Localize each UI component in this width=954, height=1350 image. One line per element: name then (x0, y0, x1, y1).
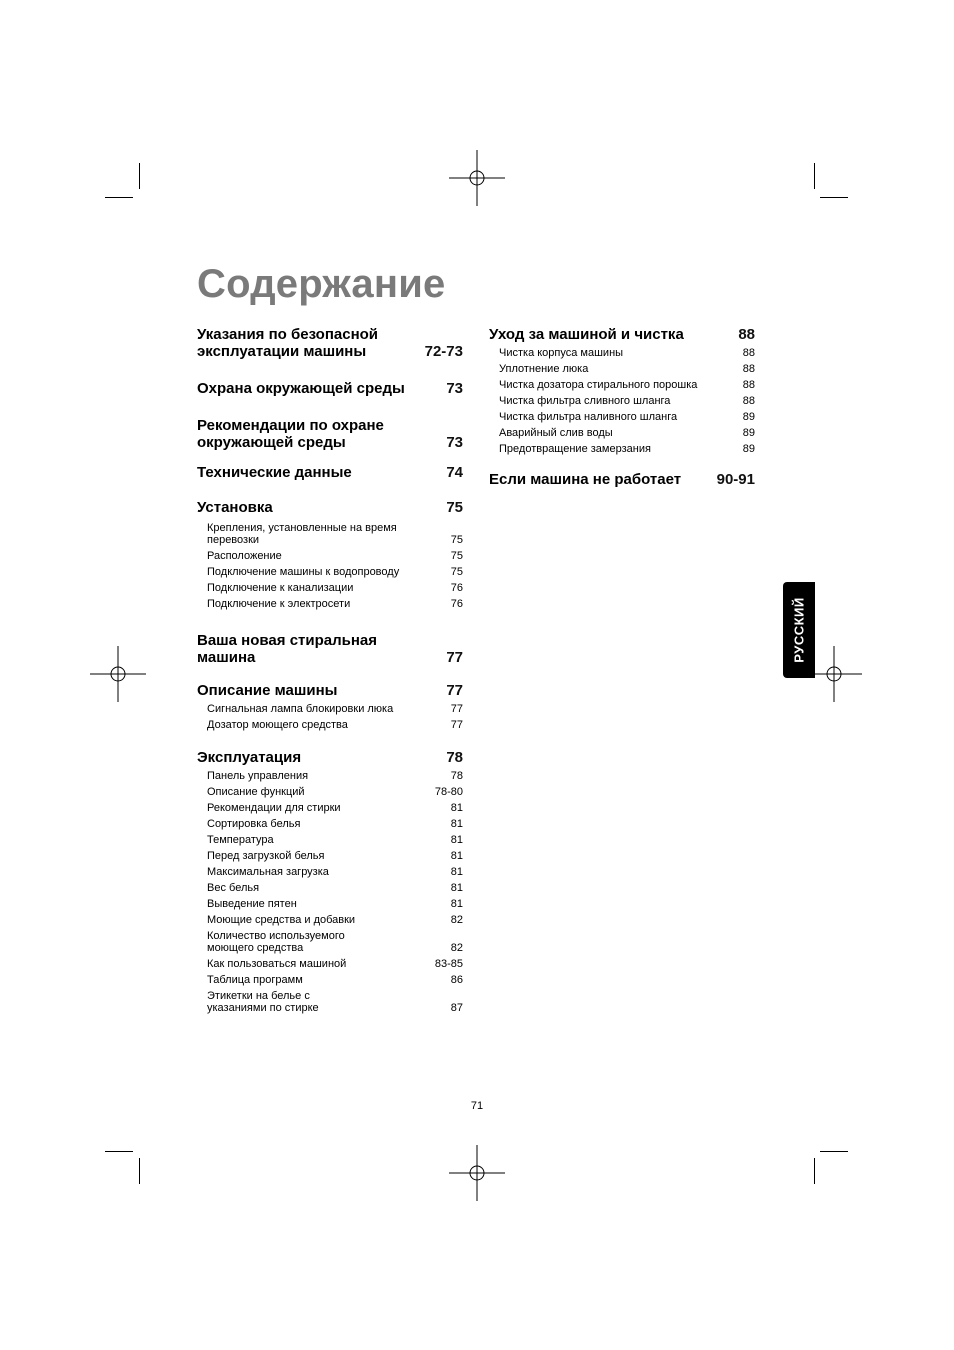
toc-section-heading[interactable] (197, 326, 463, 360)
toc-item-text: Рекомендации для стирки (207, 802, 341, 814)
toc-section (197, 326, 463, 360)
toc-section-title: Эксплуатация (197, 749, 302, 766)
toc-item-text: Предотвращение замерзания (499, 443, 651, 455)
toc-section (197, 499, 463, 610)
toc-item[interactable] (197, 914, 463, 926)
toc-item[interactable] (197, 850, 463, 862)
toc-section-heading[interactable] (197, 749, 463, 766)
toc-section (197, 682, 463, 731)
toc-item-text: Перед загрузкой белья (207, 850, 325, 862)
toc-item-text: Уплотнение люка (499, 363, 589, 375)
toc-item[interactable] (197, 582, 463, 594)
crop-mark (105, 197, 133, 198)
toc-item-page: 82 (450, 942, 463, 954)
toc-item-text: Таблица программ (207, 974, 303, 986)
toc-item-page: 89 (742, 411, 755, 423)
toc-item-page: 88 (742, 363, 755, 375)
crop-mark (820, 197, 848, 198)
toc-section-heading[interactable] (489, 326, 755, 343)
toc-item-text: Аварийный слив воды (499, 427, 613, 439)
registration-mark-icon (449, 150, 505, 206)
toc-item[interactable] (197, 550, 463, 562)
toc-item[interactable] (197, 898, 463, 910)
toc-item-text: Сортировка белья (207, 818, 301, 830)
toc-item[interactable] (197, 958, 463, 970)
toc-item[interactable] (489, 363, 755, 375)
toc-item[interactable] (197, 598, 463, 610)
toc-item-text: Этикетки на белье с указаниями по стирке (207, 990, 319, 1014)
toc-item-text: Описание функций (207, 786, 305, 798)
toc-section (197, 749, 463, 1014)
toc-section-title: Описание машины (197, 682, 338, 699)
toc-item-page: 89 (742, 443, 755, 455)
toc-item-text: Выведение пятен (207, 898, 297, 910)
toc-item-page: 75 (450, 550, 463, 562)
toc-item-text: Вес белья (207, 882, 260, 894)
toc-item[interactable] (197, 566, 463, 578)
toc-section-heading[interactable] (489, 471, 755, 488)
crop-mark (139, 163, 140, 189)
toc-item-text: Как пользоваться машиной (207, 958, 347, 970)
toc-item-page: 81 (450, 866, 463, 878)
toc-section-title: Уход за машиной и чистка (489, 326, 684, 343)
page-number: 71 (470, 1100, 484, 1112)
toc-item-page: 81 (450, 802, 463, 814)
toc-section-title: Рекомендации по охране окружающей среды (197, 417, 384, 451)
registration-mark-icon (449, 1145, 505, 1201)
toc-item-page: 83-85 (434, 958, 463, 970)
toc-section-title: Ваша новая стиральная машина (197, 632, 378, 666)
toc-item-page: 75 (450, 534, 463, 546)
toc-section-page: 73 (446, 380, 463, 397)
crop-mark (820, 1151, 848, 1152)
toc-item-page: 77 (450, 719, 463, 731)
toc-item-page: 88 (742, 395, 755, 407)
crop-mark (814, 163, 815, 189)
toc-left-column (197, 326, 463, 1018)
toc-section-title: Установка (197, 499, 273, 516)
toc-section-heading[interactable] (197, 682, 463, 699)
toc-section-page: 74 (446, 464, 463, 481)
toc-item-page: 88 (742, 379, 755, 391)
toc-right-column (489, 326, 755, 488)
toc-item-page: 87 (450, 1002, 463, 1014)
toc-item[interactable] (197, 770, 463, 782)
toc-item-text: Сигнальная лампа блокировки люка (207, 703, 394, 715)
toc-section-heading[interactable] (197, 499, 463, 516)
toc-item-text: Расположение (207, 550, 282, 562)
toc-item[interactable] (197, 834, 463, 846)
toc-item[interactable] (197, 882, 463, 894)
toc-item[interactable] (489, 427, 755, 439)
toc-item-page: 81 (450, 898, 463, 910)
toc-section (489, 471, 755, 488)
toc-item-text: Дозатор моющего средства (207, 719, 348, 731)
toc-item-text: Крепления, установленные на время перевозки (207, 522, 397, 546)
toc-item[interactable] (197, 802, 463, 814)
toc-item[interactable] (489, 443, 755, 455)
toc-section (197, 464, 463, 481)
toc-section-title: Технические данные (197, 464, 352, 481)
toc-section-title: Охрана окружающей среды (197, 380, 405, 397)
toc-section-page: 75 (446, 499, 463, 516)
toc-item[interactable] (489, 411, 755, 423)
toc-item-text: Чистка корпуса машины (499, 347, 624, 359)
toc-item-page: 78-80 (434, 786, 463, 798)
language-tab (783, 582, 815, 678)
toc-item-text: Моющие средства и добавки (207, 914, 356, 926)
registration-mark-icon (90, 646, 146, 702)
toc-section (489, 326, 755, 455)
toc-section-heading[interactable] (197, 380, 463, 397)
toc-item[interactable] (197, 866, 463, 878)
toc-item-page: 76 (450, 582, 463, 594)
toc-item-text: Чистка дозатора стирального порошка (499, 379, 698, 391)
crop-mark (105, 1151, 133, 1152)
toc-item[interactable] (197, 703, 463, 715)
toc-item-page: 81 (450, 818, 463, 830)
toc-item-page: 89 (742, 427, 755, 439)
toc-item-text: Чистка фильтра наливного шланга (499, 411, 678, 423)
toc-section-heading[interactable] (197, 417, 463, 451)
toc-item-text: Максимальная загрузка (207, 866, 329, 878)
toc-item-page: 78 (450, 770, 463, 782)
toc-item-text: Количество используемого моющего средства (207, 930, 345, 954)
toc-item[interactable] (489, 379, 755, 391)
toc-section-heading[interactable] (197, 632, 463, 666)
toc-item[interactable] (197, 930, 463, 954)
toc-item[interactable] (197, 974, 463, 986)
toc-item-text: Подключение машины к водопроводу (207, 566, 400, 578)
toc-item-text: Подключение к электросети (207, 598, 351, 610)
toc-item-text: Чистка фильтра сливного шланга (499, 395, 671, 407)
page-title: Содержание (197, 262, 446, 306)
toc-section-page: 78 (446, 749, 463, 766)
toc-section-page: 77 (446, 649, 463, 666)
toc-item-text: Температура (207, 834, 274, 846)
crop-mark (139, 1158, 140, 1184)
toc-item[interactable] (197, 818, 463, 830)
toc-section-title: Указания по безопасной эксплуатации машины (197, 326, 379, 360)
toc-section (197, 417, 463, 451)
toc-item[interactable] (197, 990, 463, 1014)
toc-item[interactable] (197, 786, 463, 798)
toc-item[interactable] (489, 395, 755, 407)
toc-item[interactable] (197, 522, 463, 546)
toc-item-page: 76 (450, 598, 463, 610)
toc-item-page: 81 (450, 882, 463, 894)
toc-section (197, 380, 463, 397)
toc-section-heading[interactable] (197, 464, 463, 481)
toc-section-page: 77 (446, 682, 463, 699)
toc-section-page: 73 (446, 434, 463, 451)
toc-section-page: 88 (738, 326, 755, 343)
toc-item-page: 77 (450, 703, 463, 715)
toc-section (197, 632, 463, 666)
toc-section-title: Если машина не работает (489, 471, 682, 488)
crop-mark (814, 1158, 815, 1184)
toc-item-text: Подключение к канализации (207, 582, 354, 594)
toc-item-text: Панель управления (207, 770, 309, 782)
toc-item-page: 81 (450, 834, 463, 846)
toc-item-page: 86 (450, 974, 463, 986)
toc-item[interactable] (197, 719, 463, 731)
toc-item-page: 81 (450, 850, 463, 862)
toc-item-page: 82 (450, 914, 463, 926)
toc-item-page: 75 (450, 566, 463, 578)
language-tab-label: РУССКИЙ (791, 597, 807, 663)
toc-item[interactable] (489, 347, 755, 359)
toc-section-page: 90-91 (716, 471, 755, 488)
toc-section-page: 72-73 (424, 343, 463, 360)
toc-item-page: 88 (742, 347, 755, 359)
